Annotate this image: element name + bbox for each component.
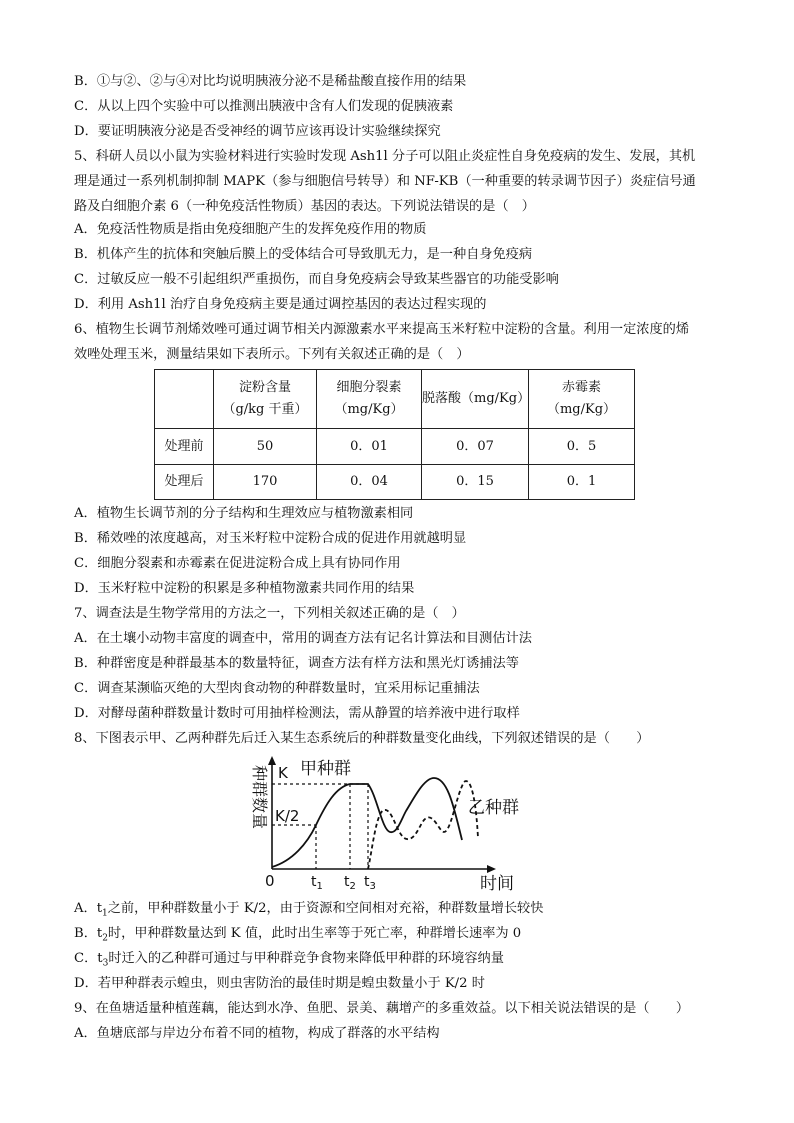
table-cell: 0．01 bbox=[317, 429, 422, 465]
q5-stem-line-3: 路及白细胞介素 6（一种免疫活性物质）基因的表达。下列说法错误的是（ ） bbox=[74, 199, 535, 214]
table-cell: 170 bbox=[214, 465, 317, 500]
header-line-1: 淀粉含量 bbox=[238, 380, 291, 395]
table-row bbox=[155, 465, 635, 500]
q8-option-a: A．$t_1$之前，甲种群数量小于 K/2，由于资源和空间相对充裕，种群数量增长较快 bbox=[74, 901, 544, 919]
table-header-cell bbox=[317, 370, 422, 429]
q7-option-a: A．在土壤小动物丰富度的调查中，常用的调查方法有记名计算法和目测估计法 bbox=[74, 631, 532, 646]
y-axis-label: 种群数量 bbox=[250, 765, 269, 830]
header-line-1: 赤霉素 bbox=[561, 380, 601, 395]
q5-stem-line-2: 理是通过一系列机制抑制 MAPK（参与细胞信号转导）和 NF-KB（一种重要的转录调节因子）炎症信号通 bbox=[74, 174, 696, 189]
q5-option-a: A．免疫活性物质是指由免疫细胞产生的发挥免疫作用的物质 bbox=[74, 222, 427, 237]
q5-option-c: C．过敏反应一般不引起组织严重损伤，而自身免疫病会导致某些器官的功能受影响 bbox=[74, 272, 559, 287]
table-cell: 0．5 bbox=[529, 429, 635, 465]
q8-option-d: D．若甲种群表示蝗虫，则虫害防治的最佳时期是蝗虫数量小于 K/2 时 bbox=[74, 976, 485, 991]
q9-option-a: A．鱼塘底部与岸边分布着不同的植物，构成了群落的水平结构 bbox=[74, 1026, 440, 1041]
table-header-cell bbox=[214, 370, 317, 429]
header-line-2: （mg/Kg） bbox=[334, 402, 404, 417]
population-a-label: 甲种群 bbox=[300, 759, 351, 779]
q6-stem-line-2: 效唑处理玉米，测量结果如下表所示。下列有关叙述正确的是（ ） bbox=[74, 347, 470, 362]
k-label: K bbox=[278, 764, 288, 782]
hormone-table bbox=[154, 369, 635, 500]
population-b-label: 乙种群 bbox=[468, 798, 519, 818]
header-line-2: （mg/Kg） bbox=[546, 402, 617, 417]
table-header-cell bbox=[422, 370, 529, 429]
table-header-cell bbox=[529, 370, 635, 429]
q7-option-c: C．调查某濒临灭绝的大型肉食动物的种群数量时，宜采用标记重捕法 bbox=[74, 681, 480, 696]
q6-option-a: A．植物生长调节剂的分子结构和生理效应与植物激素相同 bbox=[74, 506, 414, 521]
table-cell: 处理后 bbox=[155, 465, 214, 500]
table-cell: 50 bbox=[214, 429, 317, 465]
q4-option-b: B．①与②、②与④对比均说明胰液分泌不是稀盐酸直接作用的结果 bbox=[74, 74, 467, 89]
q6-option-d: D．玉米籽粒中淀粉的积累是多种植物激素共同作用的结果 bbox=[74, 581, 415, 596]
t3-label: $t_3$ bbox=[364, 874, 376, 892]
header-line-1: 细胞分裂素 bbox=[336, 380, 402, 395]
table-header-cell bbox=[155, 370, 214, 429]
t1-label: $t_1$ bbox=[311, 874, 323, 892]
table-cell: 0．07 bbox=[422, 429, 529, 465]
table-header-row bbox=[155, 370, 635, 429]
q7-option-b: B．种群密度是种群最基本的数量特征，调查方法有样方法和黑光灯诱捕法等 bbox=[74, 656, 519, 671]
q8-option-c: C．$t_3$时迁入的乙种群可通过与甲种群竞争食物来降低甲种群的环境容纳量 bbox=[74, 951, 504, 969]
q7-option-d: D．对酵母菌种群数量计数时可用抽样检测法，需从静置的培养液中进行取样 bbox=[74, 706, 520, 721]
q4-option-d: D．要证明胰液分泌是否受神经的调节应该再设计实验继续探究 bbox=[74, 124, 441, 139]
q6-option-b: B．稀效唑的浓度越高，对玉米籽粒中淀粉合成的促进作用就越明显 bbox=[74, 531, 467, 546]
k-half-label: K/2 bbox=[275, 807, 300, 825]
t2-label: $t_2$ bbox=[344, 874, 356, 892]
q6-option-c: C．细胞分裂素和赤霉素在促进淀粉合成上具有协同作用 bbox=[74, 556, 401, 571]
q5-option-d: D．利用 Ash1l 治疗自身免疫病主要是通过调控基因的表达过程实现的 bbox=[74, 297, 487, 312]
table-cell: 0．04 bbox=[317, 465, 422, 500]
q8-option-b: B．$t_2$时，甲种群数量达到 K 值，此时出生率等于死亡率，种群增长速率为 0 bbox=[74, 926, 522, 944]
table-cell: 0．15 bbox=[422, 465, 529, 500]
x-axis-label: 时间 bbox=[480, 874, 514, 894]
header-line-1: 脱落酸（mg/Kg） bbox=[422, 391, 531, 406]
q5-option-b: B．机体产生的抗体和突触后膜上的受体结合可导致肌无力，是一种自身免疫病 bbox=[74, 247, 533, 262]
table-cell: 处理前 bbox=[155, 429, 214, 465]
y-axis-arrow bbox=[268, 756, 276, 765]
q9-stem: 9、在鱼塘适量种植莲藕，能达到水净、鱼肥、景美、藕增产的多重效益。以下相关说法错误的是（ ） bbox=[74, 1001, 690, 1016]
q8-stem: 8、下图表示甲、乙两种群先后迁入某生态系统后的种群数量变化曲线，下列叙述错误的是（ ） bbox=[74, 731, 650, 746]
population-curve-graph bbox=[244, 756, 526, 894]
q5-stem-line-1: 5、科研人员以小鼠为实验材料进行实验时发现 Ash1l 分子可以阻止炎症性自身免疫病的发生、发展，其机 bbox=[74, 149, 696, 164]
q4-option-c: C．从以上四个实验中可以推测出胰液中含有人们发现的促胰液素 bbox=[74, 99, 454, 114]
q6-stem-line-1: 6、植物生长调节剂烯效唑可通过调节相关内源激素水平来提高玉米籽粒中淀粉的含量。利用一定浓度的烯 bbox=[74, 322, 690, 337]
population-a-curve bbox=[272, 778, 462, 867]
x-axis-arrow bbox=[487, 865, 496, 873]
q7-stem: 7、调查法是生物学常用的方法之一，下列相关叙述正确的是（ ） bbox=[74, 606, 465, 621]
header-line-2: （g/kg 干重） bbox=[222, 402, 308, 417]
origin-label: 0 bbox=[265, 872, 275, 890]
table-cell: 0．1 bbox=[529, 465, 635, 500]
table-row bbox=[155, 429, 635, 465]
